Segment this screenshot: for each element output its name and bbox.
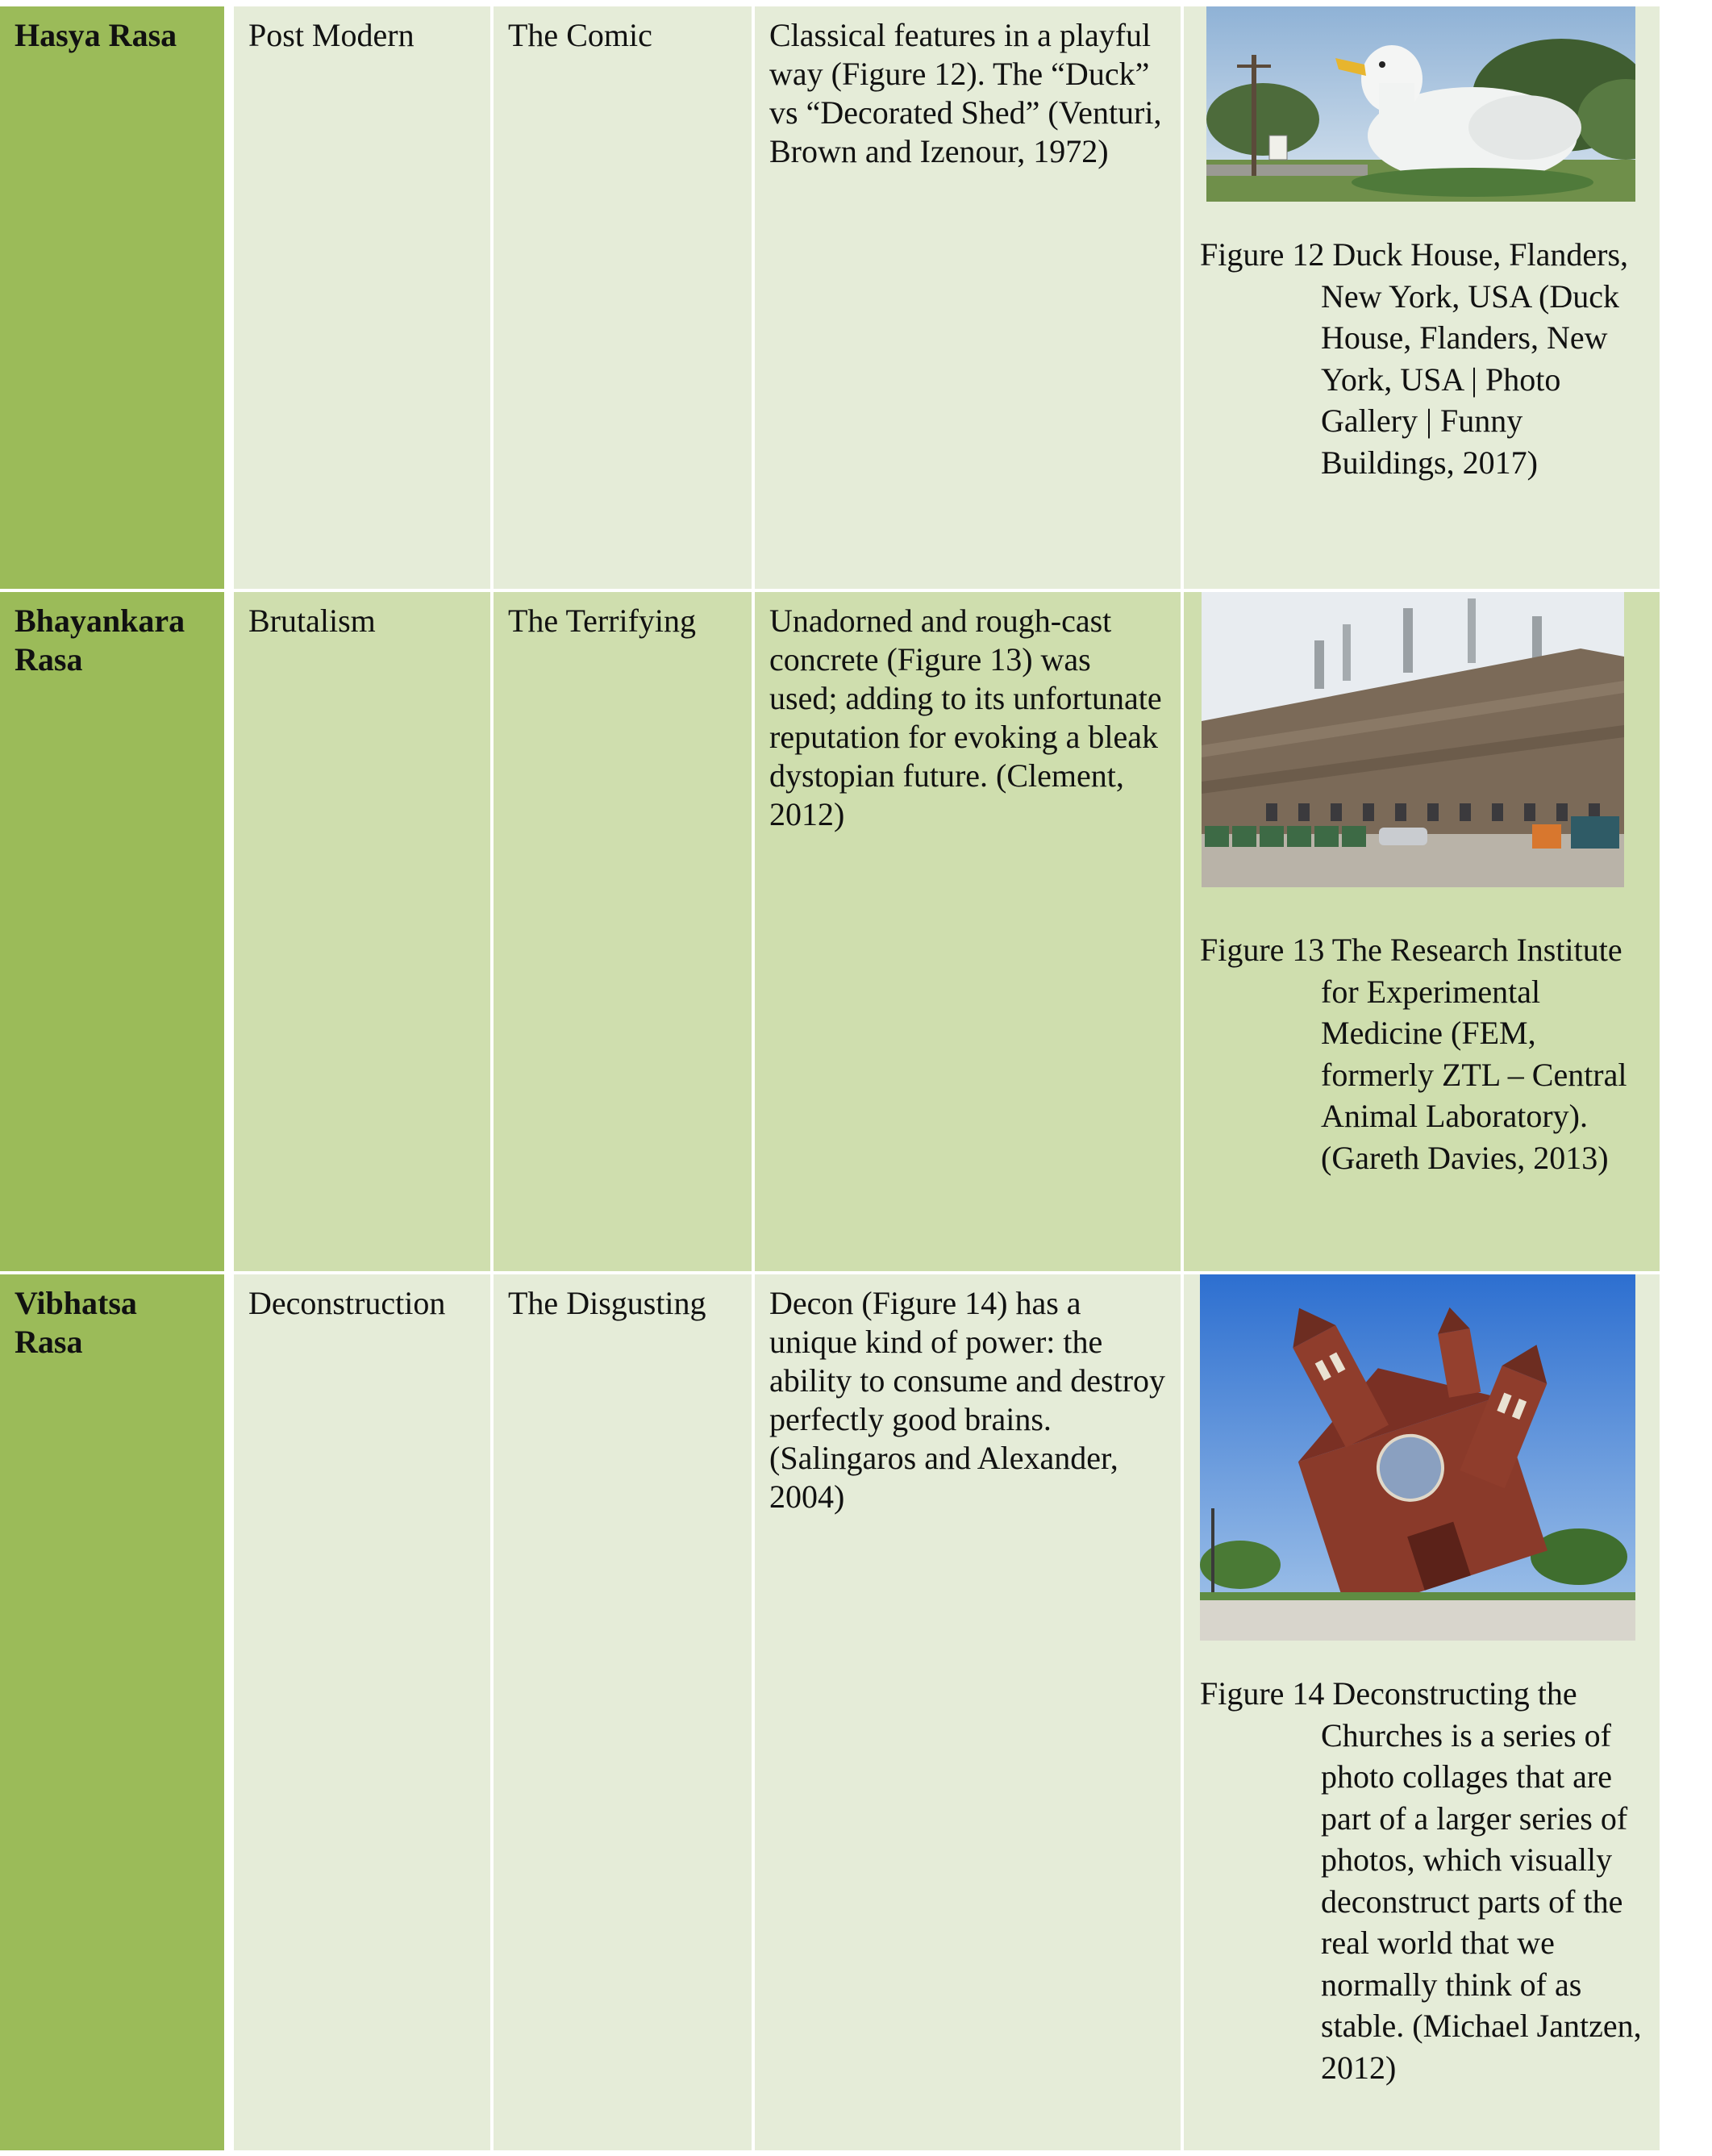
- table-row-vibhatsa: [0, 1274, 1660, 2150]
- rasa-cell: Vibhatsa Rasa: [0, 1274, 224, 2150]
- style-cell: Post Modern: [234, 6, 490, 589]
- deconstructed-church-photo: [1200, 1274, 1635, 1641]
- duck-house-photo: [1206, 6, 1635, 202]
- table-row-bhayankara: [0, 592, 1660, 1271]
- figure-13-caption: Figure 13 The Research Institute for Experimental Medicine (FEM, formerly ZTL – Central Animal Laboratory). (Gareth Davies, 2013): [1200, 932, 1627, 1176]
- rasa-cell: Bhayankara Rasa: [0, 592, 224, 1271]
- figure-cell: [1184, 1274, 1660, 2150]
- rasa-cell: Hasya Rasa: [0, 6, 224, 589]
- figure-12-caption: Figure 12 Duck House, Flanders, New York, USA (Duck House, Flanders, New York, USA | Photo Gallery | Funny Buildings, 2017): [1200, 236, 1629, 481]
- research-institute-photo: [1202, 592, 1624, 887]
- description-cell: Decon (Figure 14) has a unique kind of power: the ability to consume and destroy perfectly good brains. (Salingaros and Alexander, 2004): [755, 1274, 1181, 2150]
- style-cell: Deconstruction: [234, 1274, 490, 2150]
- figure-cell: [1184, 592, 1660, 1271]
- description-cell: Unadorned and rough-cast concrete (Figure 13) was used; adding to its unfortunate reputation for evoking a bleak dystopian future. (Clement, 2012): [755, 592, 1181, 1271]
- description-cell: Classical features in a playful way (Figure 12). The “Duck” vs “Decorated Shed” (Venturi, Brown and Izenour, 1972): [755, 6, 1181, 589]
- emotion-cell: The Comic: [494, 6, 752, 589]
- figure-cell: [1184, 6, 1660, 589]
- emotion-cell: The Disgusting: [494, 1274, 752, 2150]
- rasa-table: [0, 6, 1660, 2150]
- figure-14-caption: Figure 14 Deconstructing the Churches is a series of photo collages that are part of a larger series of photos, which visually deconstruct parts of the real world that we normally think of as stable. (Michael Jantzen, 2012): [1200, 1675, 1642, 2086]
- table-row-hasya: [0, 6, 1660, 589]
- style-cell: Brutalism: [234, 592, 490, 1271]
- emotion-cell: The Terrifying: [494, 592, 752, 1271]
